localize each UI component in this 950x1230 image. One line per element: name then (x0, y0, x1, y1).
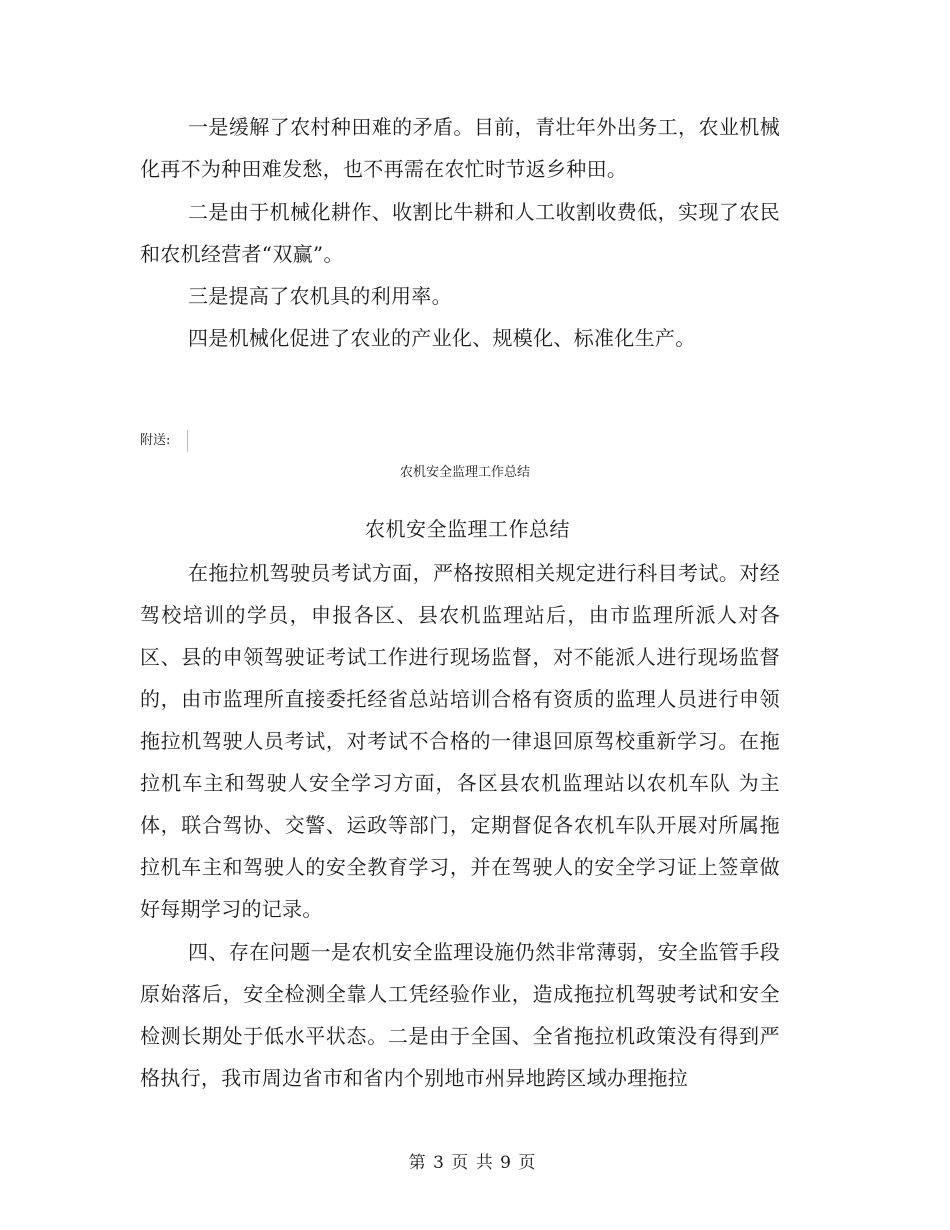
attachment-label: 附送: (140, 433, 171, 448)
text-cursor-divider (187, 430, 188, 452)
paragraph-double-win: 二是由于机械化耕作、收割比牛耕和人工收割收费低，实现了农民和农机经营者“双赢”。 (140, 200, 780, 266)
document-title: 农机安全监理工作总结 (365, 517, 570, 541)
attachment-title: 农机安全监理工作总结 (399, 465, 530, 480)
page-number-footer: 第 3 页 共 9 页 (408, 1153, 537, 1173)
paragraph-machine-utilization: 三是提高了农机具的利用率。 (188, 284, 452, 308)
paragraph-relieve-farming-difficulty: 一是缓解了农村种田难的矛盾。目前，青壮年外出务工，农业机械化再不为种田难发愁，也不再需在农忙时节返乡种田。 (140, 115, 780, 181)
paragraph-driver-exam: 在拖拉机驾驶员考试方面，严格按照相关规定进行科目考试。对经驾校培训的学员，申报各区、县农机监理站后，由市监理所派人对各区、县的申领驾驶证考试工作进行现场监督，对不能派人进行现场监督的，由市监理所直接委托经省总站培训合格有资质的监理人员进行申领拖拉机驾驶人员考试，对考试不合格的一律退回原驾校重新学习。在拖拉机车主和驾驶人安全学习方面，各区县农机监理站以农机车队 为主体，联合驾协、交警、运政等部门，定期督促各农机车队开展对所属拖拉机车主和驾驶人的安全教育学习，并在驾驶人的安全学习证上签章做好每期学习的记录。 (140, 561, 780, 921)
paragraph-existing-problems: 四、存在问题一是农机安全监理设施仍然非常薄弱，安全监管手段原始落后，安全检测全靠人工凭经验作业，造成拖拉机驾驶考试和安全检测长期处于低水平状态。二是由于全国、全省拖拉机政策没有得到严格执行，我市周边省市和省内个别地市州异地跨区域办理拖拉 (140, 940, 780, 1090)
paragraph-industrialization: 四是机械化促进了农业的产业化、规模化、标准化生产。 (188, 326, 696, 350)
